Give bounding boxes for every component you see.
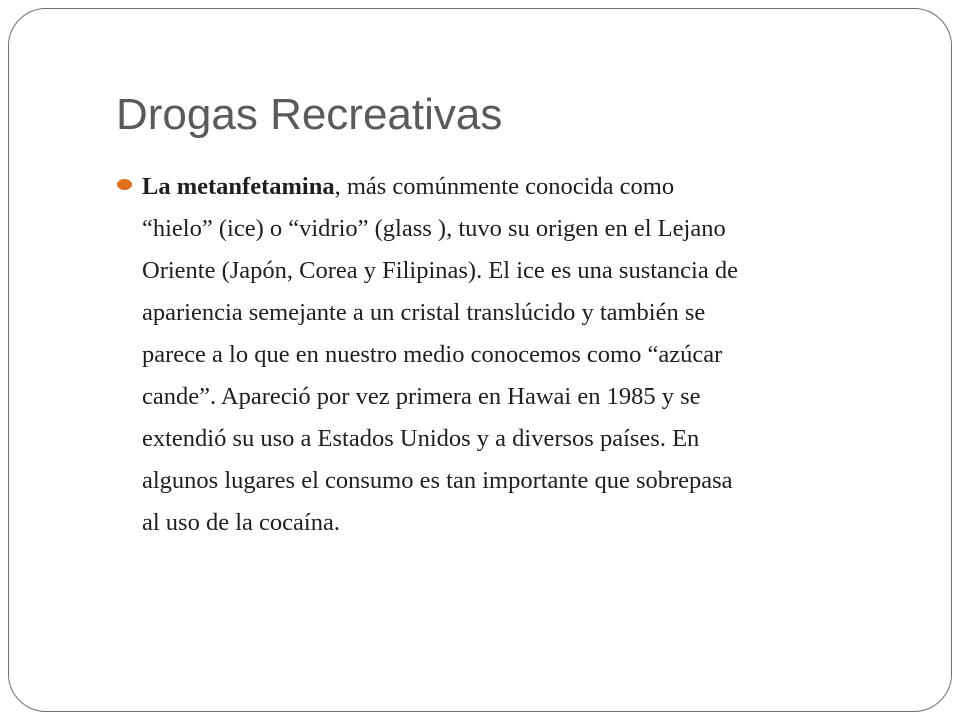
bullet-paragraph [142,166,917,544]
bullet-line-1 [142,166,917,208]
bullet-line-4: apariencia semejante a un cristal translúcido y también se [142,299,706,326]
bullet-term: La metanfetamina [142,173,335,200]
bullet-line-9: al uso de la cocaína. [142,509,340,536]
bullet-dot-icon [117,179,132,190]
bullet-line-3: Oriente (Japón, Corea y Filipinas). El ice es una sustancia de [142,257,738,284]
bullet-line-1-rest: , más comúnmente conocida como [334,173,675,200]
bullet-line-8: algunos lugares el consumo es tan importante que sobrepasa [142,467,733,494]
bullet-item [117,166,917,544]
bullet-line-7: extendió su uso a Estados Unidos y a diversos países. En [142,425,700,452]
slide-frame [8,8,952,712]
slide-content [117,166,917,544]
bullet-line-5: parece a lo que en nuestro medio conocemos como “azúcar [142,341,723,368]
bullet-line-6: cande”. Apareció por vez primera en Hawai en 1985 y se [142,383,701,410]
slide-title: Drogas Recreativas [116,90,503,139]
bullet-line-2: “hielo” (ice) o “vidrio” (glass ), tuvo su origen en el Lejano [142,215,726,242]
